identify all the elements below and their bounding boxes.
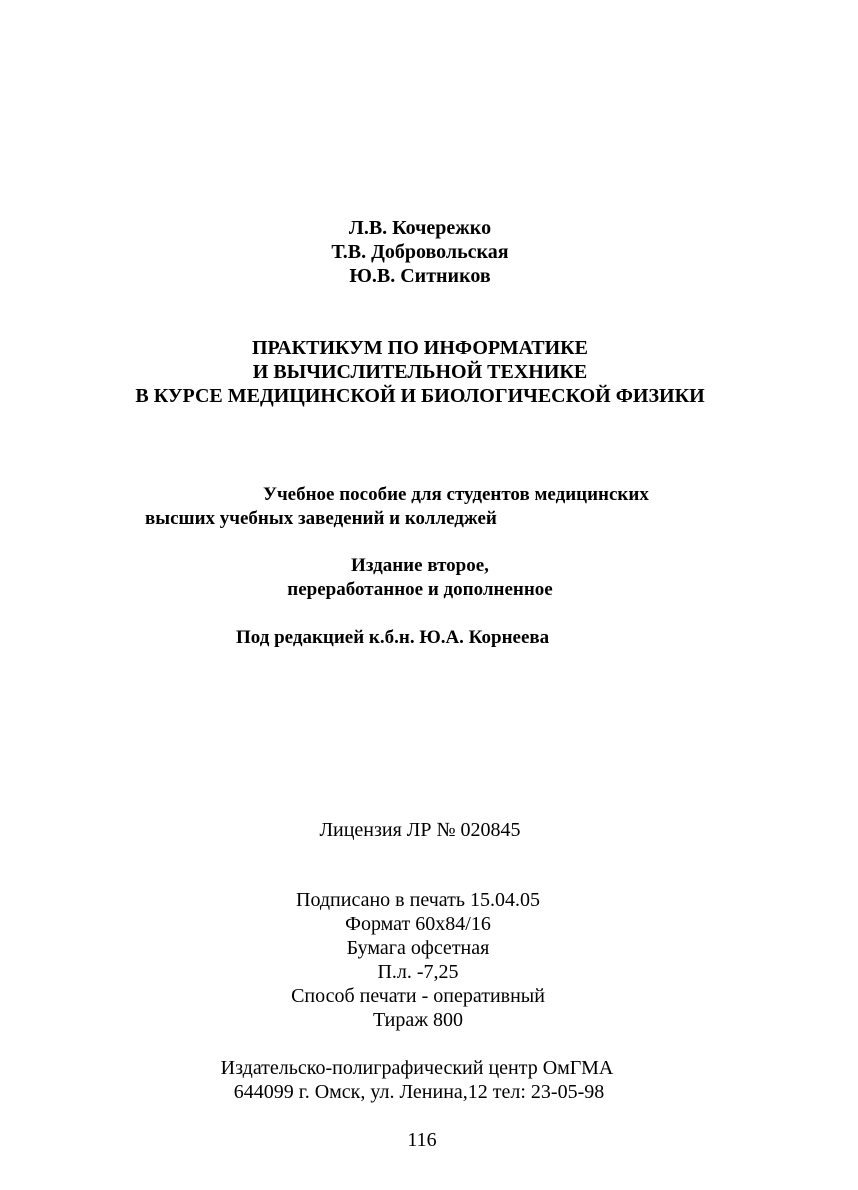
license-line: Лицензия ЛР № 020845 <box>319 819 521 841</box>
imprint-line: Способ печати - оперативный <box>291 985 545 1007</box>
imprint-line: Тираж 800 <box>372 1009 464 1031</box>
author-name: Л.В. Кочережко <box>348 217 492 239</box>
edition-line: переработанное и дополненное <box>287 579 553 600</box>
imprint-line: Подписано в печать 15.04.05 <box>296 889 540 911</box>
edition-line: Издание второе, <box>351 555 489 576</box>
publisher-name: Издательско-полиграфический центр ОмГМА <box>220 1057 614 1079</box>
author-name: Т.В. Добровольская <box>331 241 509 263</box>
page-number: 116 <box>407 1129 437 1151</box>
purpose-line: высших учебных заведений и колледжей <box>145 508 497 529</box>
editor-line: Под редакцией к.б.н. Ю.А. Корнеева <box>236 627 550 648</box>
title-line: ПРАКТИКУМ ПО ИНФОРМАТИКЕ <box>251 337 589 359</box>
imprint-line: П.л. -7,25 <box>377 961 459 983</box>
purpose-line: Учебное пособие для студентов медицинских <box>263 484 649 505</box>
author-name: Ю.В. Ситников <box>349 265 491 287</box>
title-line: В КУРСЕ МЕДИЦИНСКОЙ И БИОЛОГИЧЕСКОЙ ФИЗИКИ <box>135 385 705 407</box>
imprint-line: Бумага офсетная <box>346 937 490 959</box>
publisher-address: 644099 г. Омск, ул. Ленина,12 тел: 23-05-98 <box>233 1081 605 1103</box>
imprint-line: Формат 60х84/16 <box>345 913 491 935</box>
title-line: И ВЫЧИСЛИТЕЛЬНОЙ ТЕХНИКЕ <box>252 361 588 383</box>
